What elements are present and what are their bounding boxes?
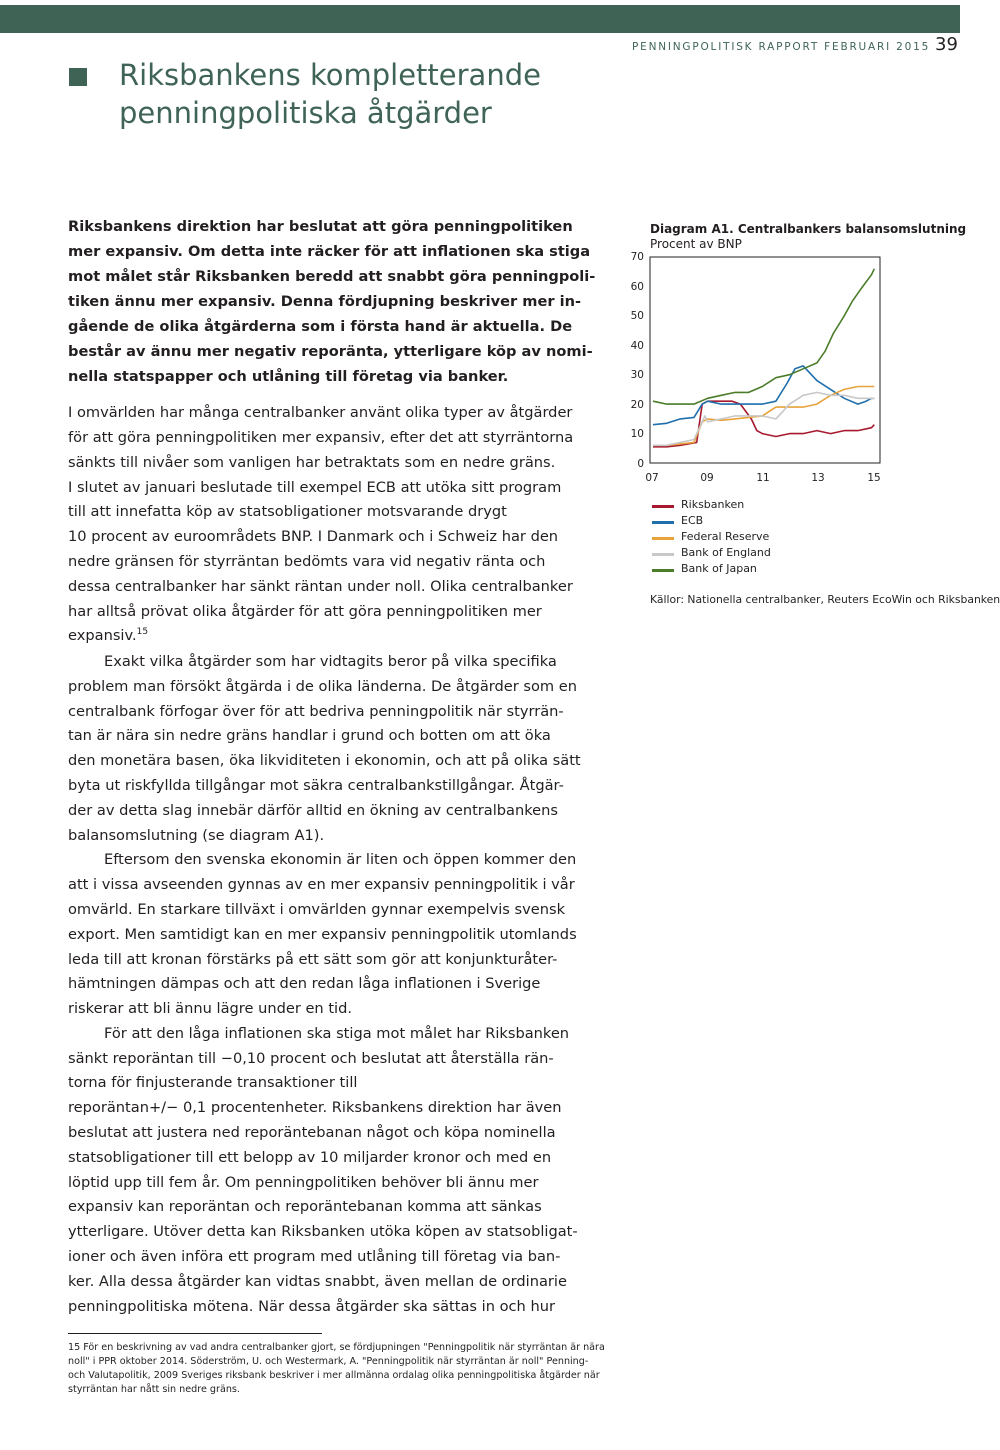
lead-line: Riksbankens direktion har beslutat att göra penningpolitiken bbox=[68, 218, 573, 235]
body-line: att i vissa avseenden gynnas av en mer expansiv penningpolitik i vår bbox=[68, 876, 575, 893]
body-line: den monetära basen, öka likviditeten i ekonomin, och att på olika sätt bbox=[68, 752, 581, 769]
series-line-riksbanken bbox=[653, 401, 874, 447]
lead-line: gående de olika åtgärderna som i första hand är aktuella. De bbox=[68, 318, 573, 335]
legend-label: Federal Reserve bbox=[681, 530, 770, 543]
body-line: Exakt vilka åtgärder som har vidtagits beror på vilka specifika bbox=[104, 653, 557, 670]
footnote-line: och Valutapolitik, 2009 Sveriges riksbank beskriver i mer allmänna ordalag olika penningpolitiska åtgärder när bbox=[68, 1370, 600, 1381]
chart-subtitle: Procent av BNP bbox=[650, 237, 742, 251]
lead-line: mot målet står Riksbanken beredd att snabbt göra penningpoli- bbox=[68, 268, 596, 285]
body-line: till att innefatta köp av statsobligationer motsvarande drygt bbox=[68, 503, 507, 520]
body-line: 10 procent av euroområdets BNP. I Danmark och i Schweiz har den bbox=[68, 528, 559, 545]
footnote-line: styrräntan har nått sin nedre gräns. bbox=[68, 1384, 240, 1395]
body-line: leda till att kronan förstärks på ett sätt som gör att konjunkturåter- bbox=[68, 951, 558, 968]
page-number: 39 bbox=[935, 34, 958, 55]
legend-swatch bbox=[652, 505, 674, 508]
footnote-line: noll" i PPR oktober 2014. Söderström, U. och Westermark, A. "Penningpolitik när styrräntan är noll" Penning- bbox=[68, 1356, 589, 1367]
body-line: ker. Alla dessa åtgärder kan vidtas snabbt, även mellan de ordinarie bbox=[68, 1273, 567, 1290]
body-line: sänkts till nivåer som vanligen har betraktats som en nedre gräns. bbox=[68, 454, 556, 471]
x-tick-label: 13 bbox=[811, 472, 825, 484]
body-line: har alltså prövat olika åtgärder för att göra penningpolitiken mer bbox=[68, 603, 542, 620]
body-line: expansiv kan reporäntan och reporäntebanan komma att sänkas bbox=[68, 1198, 542, 1215]
page-title bbox=[119, 56, 639, 132]
body-line: export. Men samtidigt kan en mer expansiv penningpolitik utomlands bbox=[68, 926, 577, 943]
chart-plot bbox=[650, 250, 880, 465]
body-line: statsobligationer till ett belopp av 10 miljarder kronor och med en bbox=[68, 1149, 552, 1166]
y-tick-label: 0 bbox=[637, 458, 644, 470]
body-line bbox=[68, 627, 148, 644]
legend-label: Bank of Japan bbox=[681, 562, 757, 575]
body-line: nedre gränsen för styrräntan bedömts vara vid negativ ränta och bbox=[68, 553, 546, 570]
body-line: der av detta slag innebär därför alltid en ökning av centralbankens bbox=[68, 802, 559, 819]
body-line: Eftersom den svenska ekonomin är liten och öppen kommer den bbox=[104, 851, 577, 868]
series-layer bbox=[653, 269, 874, 447]
legend-swatch bbox=[652, 569, 674, 572]
body-line: hämtningen dämpas och att den redan låga inflationen i Sverige bbox=[68, 975, 541, 992]
chart-title: Diagram A1. Centralbankers balansomslutning bbox=[650, 222, 967, 236]
lead-line: mer expansiv. Om detta inte räcker för att inflationen ska stiga bbox=[68, 243, 591, 260]
y-tick-label: 10 bbox=[630, 428, 644, 440]
y-tick-label: 50 bbox=[630, 310, 644, 322]
body-line: tan är nära sin nedre gräns handlar i grund och botten om att öka bbox=[68, 727, 551, 744]
title-line: penningpolitiska åtgärder bbox=[119, 96, 492, 130]
legend-swatch bbox=[652, 521, 674, 524]
body-line: balansomslutning (se diagram A1). bbox=[68, 827, 325, 844]
plot-frame bbox=[650, 257, 880, 463]
body-line: riskerar att bli ännu lägre under en tid. bbox=[68, 1000, 353, 1017]
lead-line: tiken ännu mer expansiv. Denna fördjupning beskriver mer in- bbox=[68, 293, 582, 310]
body-line: löptid upp till fem år. Om penningpolitiken behöver bli ännu mer bbox=[68, 1174, 539, 1191]
lead-line: består av ännu mer negativ reporänta, ytterligare köp av nomi- bbox=[68, 343, 593, 360]
x-tick-label: 07 bbox=[645, 472, 659, 484]
body-line: problem man försökt åtgärda i de olika länderna. De åtgärder som en bbox=[68, 678, 577, 695]
body-line: För att den låga inflationen ska stiga mot målet har Riksbanken bbox=[104, 1025, 570, 1042]
body-line-text: expansiv. bbox=[68, 627, 137, 644]
body-line: sänkt reporäntan till −0,10 procent och beslutat att återställa rän- bbox=[68, 1050, 554, 1067]
lead-line: nella statspapper och utlåning till företag via banker. bbox=[68, 368, 509, 385]
y-tick-label: 70 bbox=[630, 251, 644, 263]
legend-label: Bank of England bbox=[681, 546, 771, 559]
footnote-divider bbox=[68, 1333, 322, 1334]
body-line: ytterligare. Utöver detta kan Riksbanken utöka köpen av statsobligat- bbox=[68, 1223, 578, 1240]
chart-source: Källor: Nationella centralbanker, Reuters EcoWin och Riksbanken bbox=[650, 593, 1000, 606]
legend-label: Riksbanken bbox=[681, 498, 745, 511]
body-line: I slutet av januari beslutade till exempel ECB att utöka sitt program bbox=[68, 479, 562, 496]
body-line: för att göra penningpolitiken mer expansiv, efter det att styrräntorna bbox=[68, 429, 574, 446]
x-tick-label: 15 bbox=[867, 472, 881, 484]
body-line: beslutat att justera ned reporäntebanan något och köpa nominella bbox=[68, 1124, 556, 1141]
body-line: I omvärlden har många centralbanker använt olika typer av åtgärder bbox=[68, 404, 573, 421]
y-tick-label: 30 bbox=[630, 369, 644, 381]
legend-label: ECB bbox=[681, 514, 704, 527]
y-tick-label: 20 bbox=[630, 399, 644, 411]
legend-swatch bbox=[652, 553, 674, 556]
footnote-ref: 15 bbox=[136, 627, 149, 638]
body-line: centralbank förfogar över för att bedriva penningpolitik när styrrän- bbox=[68, 703, 564, 720]
x-tick-label: 09 bbox=[700, 472, 714, 484]
x-tick-label: 11 bbox=[756, 472, 770, 484]
legend-swatch bbox=[652, 537, 674, 540]
footnote-line: 15 För en beskrivning av vad andra centralbanker gjort, se fördjupningen "Penningpolitik när styrräntan är nära bbox=[68, 1342, 605, 1353]
body-line: penningpolitiska mötena. När dessa åtgärder ska sättas in och hur bbox=[68, 1298, 555, 1315]
body-line: ioner och även införa ett program med utlåning till företag via ban- bbox=[68, 1248, 561, 1265]
body-line: reporäntan+/− 0,1 procentenheter. Riksbankens direktion har även bbox=[68, 1099, 562, 1116]
running-title: PENNINGPOLITISK RAPPORT FEBRUARI 2015 bbox=[632, 41, 931, 53]
y-tick-label: 40 bbox=[630, 340, 644, 352]
body-line: omvärld. En starkare tillväxt i omvärlden gynnar exempelvis svensk bbox=[68, 901, 566, 918]
y-tick-label: 60 bbox=[630, 281, 644, 293]
header-bar bbox=[0, 5, 960, 33]
series-line-bank-of-japan bbox=[653, 269, 874, 404]
body-line: dessa centralbanker har sänkt räntan under noll. Olika centralbanker bbox=[68, 578, 573, 595]
body-line: byta ut riskfyllda tillgångar mot säkra centralbankstillgångar. Åtgär- bbox=[68, 777, 564, 794]
body-line: torna för finjusterande transaktioner till bbox=[68, 1074, 358, 1091]
section-bullet-icon bbox=[69, 68, 87, 86]
title-line: Riksbankens kompletterande bbox=[119, 58, 541, 92]
